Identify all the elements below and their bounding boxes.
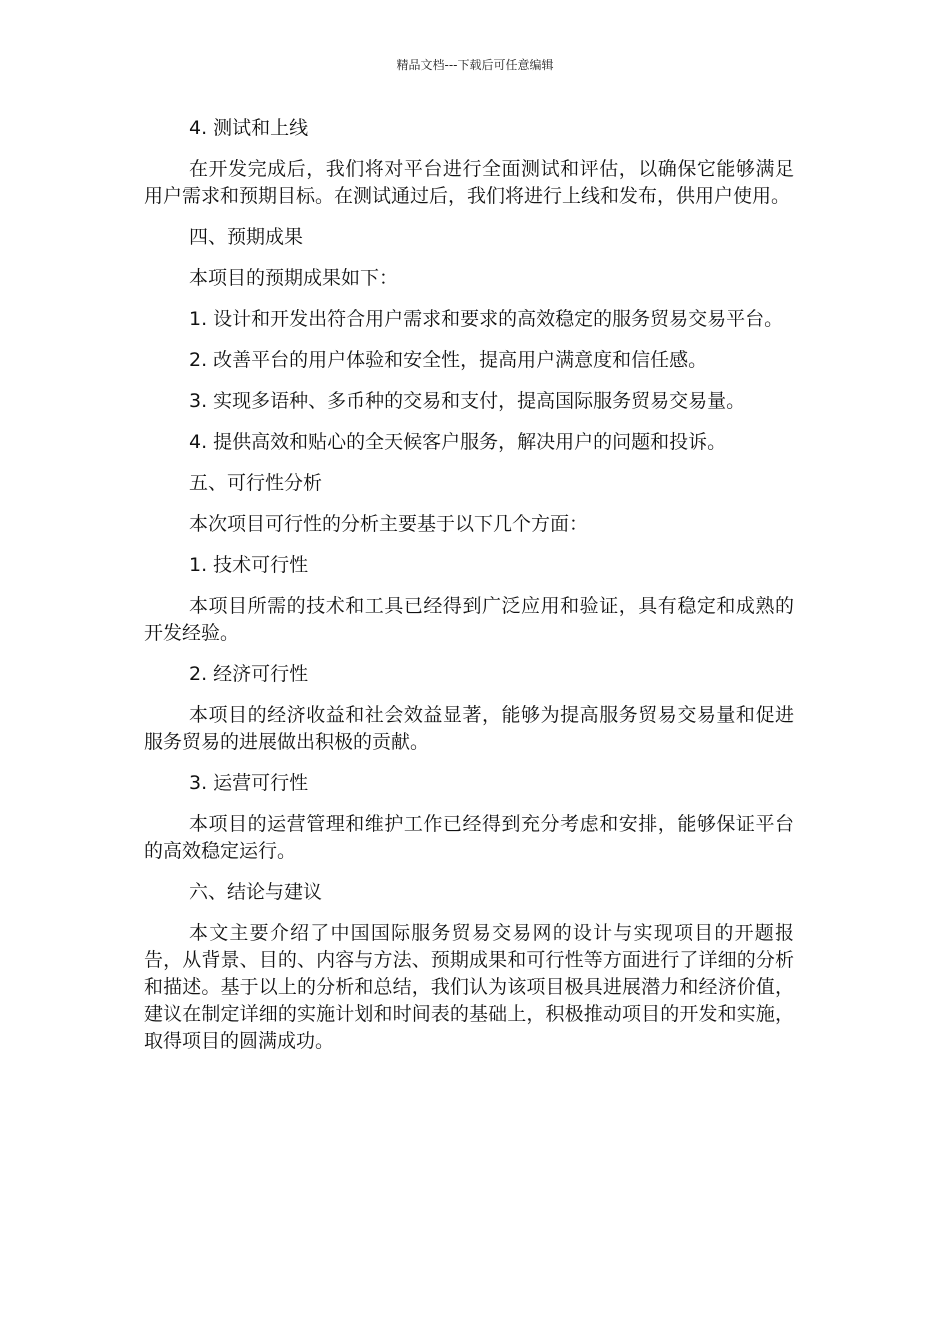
section-heading-testing: 4. 测试和上线 — [189, 117, 309, 139]
section-heading-expected-results: 四、预期成果 — [189, 226, 304, 248]
subheading-operational: 3. 运营可行性 — [189, 772, 309, 794]
paragraph-feasibility-intro: 本次项目可行性的分析主要基于以下几个方面： — [189, 513, 589, 535]
paragraph-economic: 本项目的经济收益和社会效益显著，能够为提高服务贸易交易量和促进服务贸易的进展做出积极的贡献。 — [144, 704, 794, 753]
page-header: 精品文档---下载后可任意编辑 — [396, 58, 554, 72]
subheading-economic: 2. 经济可行性 — [189, 663, 309, 685]
list-item-result-3: 3. 实现多语种、多币种的交易和支付，提高国际服务贸易交易量。 — [189, 390, 746, 412]
section-heading-conclusion: 六、结论与建议 — [189, 881, 323, 903]
document-body — [144, 115, 794, 1069]
paragraph-testing: 在开发完成后，我们将对平台进行全面测试和评估，以确保它能够满足用户需求和预期目标。在测试通过后，我们将进行上线和发布，供用户使用。 — [144, 158, 794, 207]
paragraph-operational: 本项目的运营管理和维护工作已经得到充分考虑和安排，能够保证平台的高效稳定运行。 — [144, 813, 794, 862]
paragraph-technical: 本项目所需的技术和工具已经得到广泛应用和验证，具有稳定和成熟的开发经验。 — [144, 595, 794, 644]
list-item-result-1: 1. 设计和开发出符合用户需求和要求的高效稳定的服务贸易交易平台。 — [189, 308, 784, 330]
paragraph-expected-intro: 本项目的预期成果如下： — [189, 267, 399, 289]
subheading-technical: 1. 技术可行性 — [189, 554, 309, 576]
list-item-result-4: 4. 提供高效和贴心的全天候客户服务，解决用户的问题和投诉。 — [189, 431, 727, 453]
paragraph-conclusion: 本文主要介绍了中国国际服务贸易交易网的设计与实现项目的开题报告，从背景、目的、内容与方法、预期成果和可行性等方面进行了详细的分析和描述。基于以上的分析和总结，我们认为该项目极具进展潜力和经济价值，建议在制定详细的实施计划和时间表的基础上，积极推动项目的开发和实施，取得项目的圆满成功。 — [144, 922, 794, 1052]
list-item-result-2: 2. 改善平台的用户体验和安全性，提高用户满意度和信任感。 — [189, 349, 708, 371]
section-heading-feasibility: 五、可行性分析 — [189, 472, 323, 494]
